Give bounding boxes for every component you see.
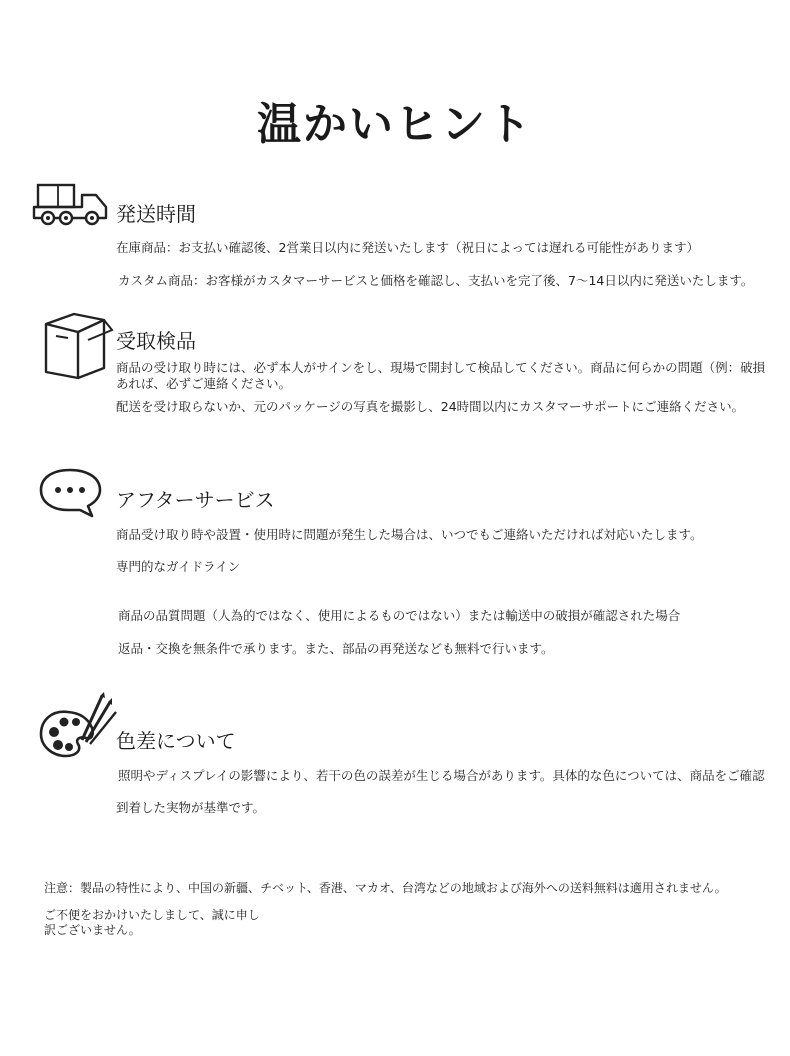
after-service-line-1: 商品受け取り時や設置・使用時に問題が発生した場合は、いつでもご連絡いただければ対応いたします。 — [116, 527, 703, 542]
receiving-line-1: 商品の受け取り時には、必ず本人がサインをし、現場で開封して検品してください。商品に何らかの問題（例：破損 — [116, 360, 766, 375]
apology-note-line-1: ご不便をおかけいたしまして、誠に申し — [44, 908, 260, 922]
color-line-2: 到着した実物が基準です。 — [116, 800, 266, 815]
shipping-line-2: カスタム商品：お客様がカスタマーサービスと価格を確認し、支払いを完了後、7〜14日以内に発送いたします。 — [118, 273, 754, 288]
shipping-exception-note: 注意：製品の特性により、中国の新疆、チベット、香港、マカオ、台湾などの地域および海外への送料無料は適用されません。 — [44, 881, 727, 895]
after-service-line-3: 商品の品質問題（人為的ではなく、使用によるものではない）または輸送中の破損が確認された場合 — [118, 608, 681, 623]
apology-note-line-2: 訳ございません。 — [44, 923, 141, 937]
box-icon — [38, 310, 114, 380]
receiving-line-2: あれば、必ずご連絡ください。 — [116, 376, 292, 391]
shipping-line-1: 在庫商品：お支払い確認後、2営業日以内に発送いたします（祝日によっては遅れる可能性があります） — [116, 240, 699, 255]
truck-icon — [32, 182, 114, 228]
color-line-1: 照明やディスプレイの影響により、若干の色の誤差が生じる場合があります。具体的な色については、商品をご確認 — [118, 768, 765, 783]
section-heading-shipping: 発送時間 — [116, 202, 196, 226]
after-service-line-4: 返品・交換を無条件で承ります。また、部品の再発送なども無料で行います。 — [118, 641, 554, 656]
page-title: 温かいヒント — [257, 99, 533, 150]
section-heading-after-service: アフターサービス — [116, 488, 275, 512]
receiving-line-3: 配送を受け取らないか、元のパッケージの写真を撮影し、24時間以内にカスタマーサポートにご連絡ください。 — [116, 399, 745, 414]
section-heading-receiving: 受取検品 — [116, 329, 196, 353]
palette-icon — [38, 690, 118, 762]
section-heading-color: 色差について — [116, 729, 236, 753]
after-service-line-2: 専門的なガイドライン — [116, 559, 241, 574]
chat-bubble-icon — [38, 466, 104, 518]
